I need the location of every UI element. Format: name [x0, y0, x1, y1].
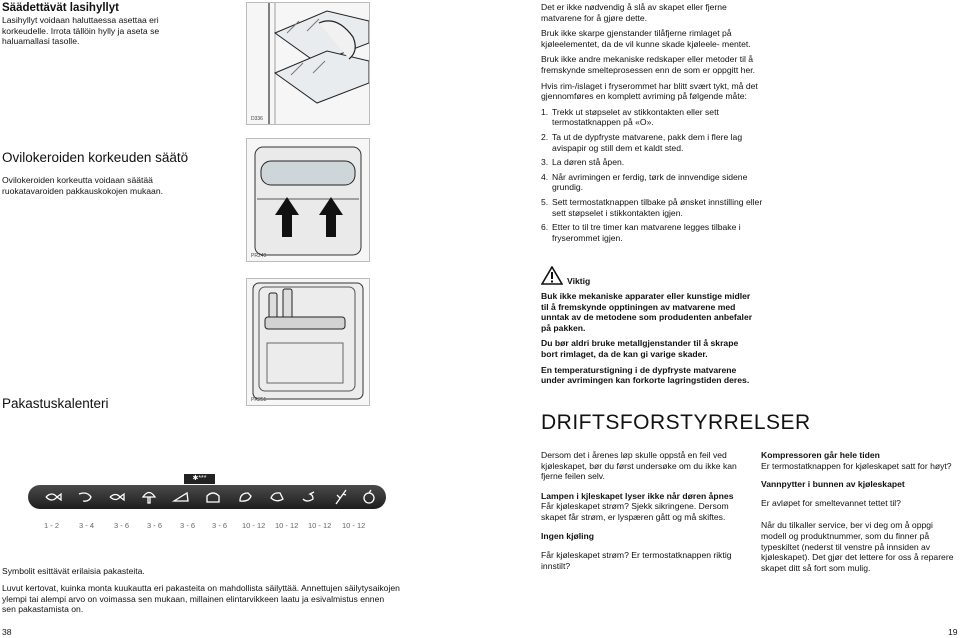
warning-p1: Buk ikke mekaniske apparater eller kunstige midler til å fremskynde opptiningen av matvarene med unntak av de metodene som produdenten anbefaler på pakken. [541, 291, 753, 333]
cooling-title: Ingen kjøling [541, 530, 594, 541]
door-shelf-figure [246, 138, 370, 262]
chicken-icon [236, 488, 254, 506]
storage-range-1: 3 - 4 [79, 521, 95, 530]
calendar-note: Luvut kertovat, kuinka monta kuukautta eri pakasteita on mahdollista säilyttää. Annettujen säilytysaikojen ylempi tai alempi arvo on voimassa sen mukaan, millainen elintarvikkeen laatu ja esivalmistus ennen sen pakastamista on. [2, 583, 400, 615]
bread-icon [204, 488, 222, 506]
door-shelf-height-body: Ovilokeroiden korkeutta voidaan säätää ruokatavaroiden pakkauskokojen mukaan. [2, 175, 163, 196]
section-title: DRIFTSFORSTYRRELSER [541, 411, 811, 434]
troubleshooting-col-1 [541, 450, 746, 576]
defrost-p4: Hvis rim-/islaget i fryserommet har blitt svært tykt, må det gjennomføres en komplett avriming på følgende måte: [541, 80, 758, 102]
figure-code: D336 [251, 116, 263, 122]
step-item [541, 197, 763, 218]
lamp-title: Lampen i kjleskapet lyser ikke når døren åpnes [541, 490, 734, 501]
water-body: Er avløpet for smeltevannet tettet til? [761, 497, 901, 508]
warning-p2: Du bør aldri bruke metallgjenstander til å skrape bort rimlaget, da de kan gi varige skader. [541, 338, 739, 359]
door-shelf-height-title: Ovilokeroiden korkeuden säätö [2, 150, 189, 165]
step-text: La døren stå åpen. [552, 157, 625, 168]
step-item [541, 107, 763, 128]
step-item [541, 172, 763, 193]
step-text: Etter to til tre timer kan matvarene legges tilbake i fryserommet igjen. [552, 222, 741, 243]
defrost-p2: Bruk ikke skarpe gjenstander tilåfjerne rimlaget på kjøleelementet, da de vil kunne skade kjøleele- mentet. [541, 28, 751, 49]
trouble-intro: Dersom det i årenes løp skulle oppstå en feil ved kjøleskapet, bør du først undersøke om du ikke kan fjerne feilen selv. [541, 450, 737, 482]
door-bottles-figure [246, 278, 370, 406]
cheese-icon [172, 488, 190, 506]
mushroom-icon [140, 488, 158, 506]
shrimp-icon [76, 488, 94, 506]
storage-range-7: 10 - 12 [275, 521, 299, 530]
compressor-title: Kompressoren går hele tiden [761, 450, 880, 460]
step-item [541, 132, 763, 153]
step-number: 5. [541, 196, 549, 207]
food-icon-strip [28, 485, 386, 509]
step-text: Ta ut de dypfryste matvarene, pakk dem i flere lag avispapir og still dem et kaldt sted. [552, 131, 743, 153]
compressor-body: Er termostatknappen for kjøleskapet satt for høyt? [761, 460, 952, 471]
glass-shelf-figure [246, 2, 370, 125]
warning-title: Viktig [567, 276, 591, 286]
defrost-section [541, 2, 763, 247]
fruit-icon [360, 488, 378, 506]
figure-code: PR251 [251, 397, 267, 403]
water-title: Vannpytter i bunnen av kjøleskapet [761, 479, 905, 490]
symbols-caption: Symbolit esittävät erilaisia pakasteita. [2, 566, 145, 576]
glass-shelf-drawing [247, 3, 369, 124]
storage-range-6: 10 - 12 [242, 521, 266, 530]
meat-icon [268, 488, 286, 506]
step-text: Trekk ut støpselet av stikkontakten eller sett termostatknappen på «O». [552, 106, 719, 128]
storage-range-5: 3 - 6 [212, 521, 228, 530]
step-number: 2. [541, 131, 549, 142]
warning-triangle-icon [541, 266, 563, 285]
door-shelf-drawing [247, 139, 369, 261]
defrost-p3: Bruk ikke andre mekaniske redskaper eller metoder til å fremskynde smelteprosessen enn de som er oppgitt her. [541, 54, 755, 75]
freezing-calendar-title: Pakastuskalenteri [2, 396, 109, 411]
storage-range-9: 10 - 12 [342, 521, 366, 530]
troubleshooting-col-2 [761, 450, 959, 578]
cooling-body: Får kjøleskapet strøm? Er termostatknappen riktig innstilt? [541, 550, 732, 571]
storage-range-3: 3 - 6 [147, 521, 163, 530]
service-body: Når du tilkaller service, ber vi deg om å oppgi modell og produktnummer, som du finner på typeskiltet (nederst til venstre på innsiden av kjøleskapet). Det gjør det lettere for oss å reparere skapet ditt så fort som mulig. [761, 520, 954, 573]
step-number: 3. [541, 157, 549, 168]
step-number: 6. [541, 222, 549, 233]
step-item [541, 157, 763, 168]
page-number-left: 38 [2, 627, 12, 637]
step-number: 4. [541, 171, 549, 182]
step-text: Når avrimingen er ferdig, tørk de innvendige sidene grundig. [552, 171, 748, 193]
defrost-p1: Det er ikke nødvendig å slå av skapet eller fjerne matvarene for å gjøre dette. [541, 2, 727, 23]
duck-icon [300, 488, 318, 506]
step-item [541, 222, 763, 243]
lamp-body: Får kjøleskapet strøm? Sjekk sikringene. Dersom skapet får strøm, er lyspæren gått og må skiftes. [541, 501, 729, 522]
adjust-shelves-body: Lasihyllyt voidaan haluttaessa asettaa eri korkeudelle. Irrota tällöin hylly ja aseta se haluamallasi tasolle. [2, 15, 160, 47]
step-text: Sett termostatknappen tilbake på ønsket innstilling eller sett støpselet i stikkontakten igjen. [552, 196, 763, 218]
door-bottles-drawing [247, 279, 369, 405]
storage-range-2: 3 - 6 [114, 521, 130, 530]
warning-block [541, 291, 756, 391]
storage-range-8: 10 - 12 [308, 521, 332, 530]
fish2-icon [108, 488, 126, 506]
fish-icon [44, 488, 62, 506]
adjust-shelves-title: Säädettävät lasihyllyt [2, 2, 119, 14]
storage-range-4: 3 - 6 [180, 521, 196, 530]
freezer-star-rating: ✱*** [184, 474, 215, 484]
storage-range-0: 1 - 2 [44, 521, 60, 530]
page-number-right: 19 [948, 627, 958, 637]
herb-icon [332, 488, 350, 506]
step-number: 1. [541, 106, 549, 117]
warning-p3: En temperaturstigning i de dypfryste matvarene under avrimingen kan forkorte lagringstiden deres. [541, 364, 750, 386]
figure-code: PR249 [251, 253, 267, 259]
